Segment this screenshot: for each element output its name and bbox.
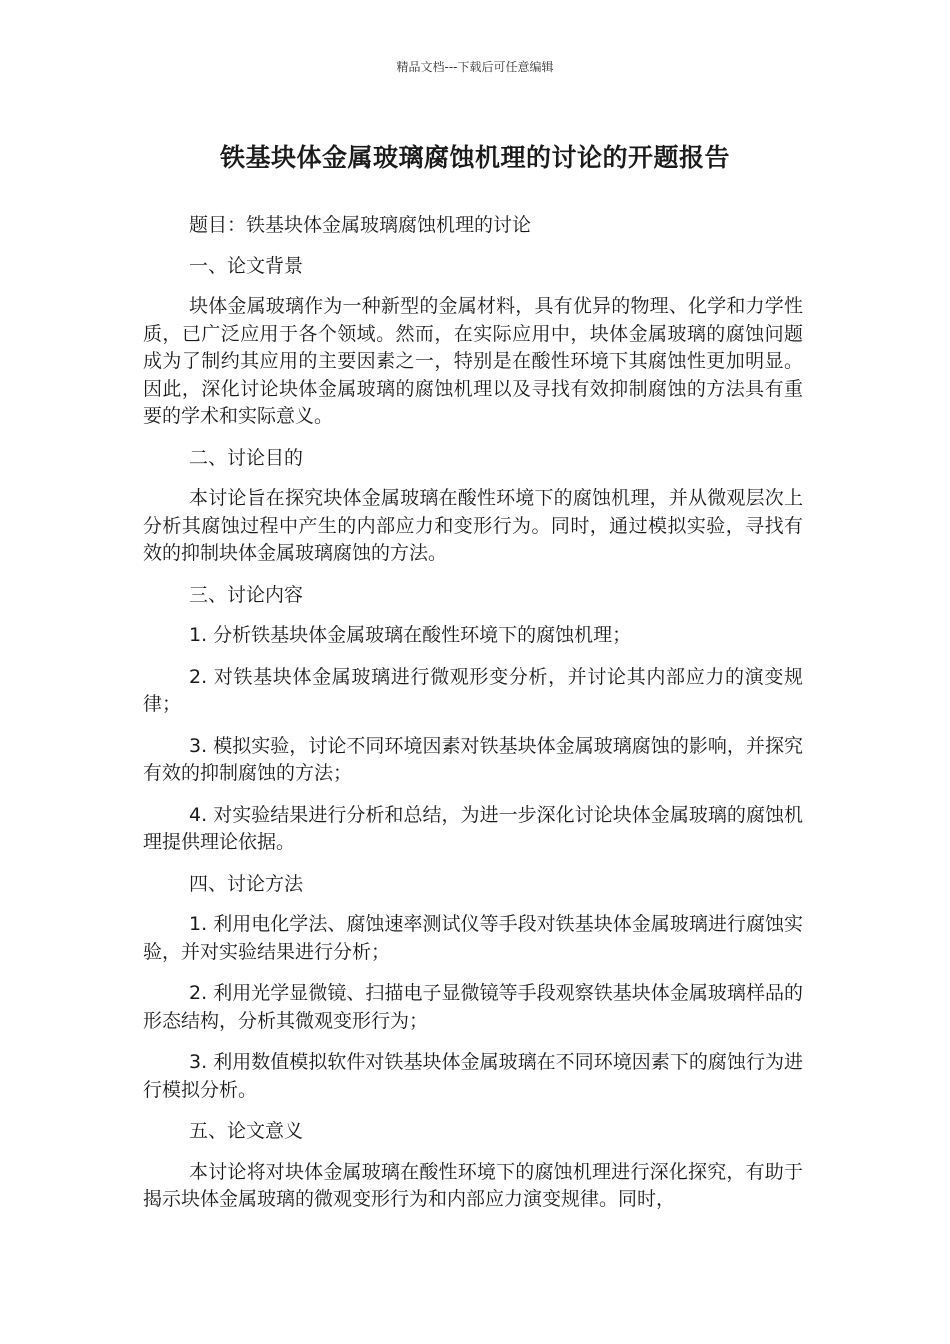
section-heading-background: 一、论文背景 <box>189 254 304 277</box>
section-text-background: 块体金属玻璃作为一种新型的金属材料，具有优异的物理、化学和力学性质，已广泛应用于各个领域。然而，在实际应用中，块体金属玻璃的腐蚀问题成为了制约其应用的主要因素之一，特别是在酸性环境下其腐蚀性更加明显。因此，深化讨论块体金属玻璃的腐蚀机理以及寻找有效抑制腐蚀的方法具有重要的学术和实际意义。 <box>143 295 803 427</box>
section-text-significance: 本讨论将对块体金属玻璃在酸性环境下的腐蚀机理进行深化探究，有助于揭示块体金属玻璃的微观变形行为和内部应力演变规律。同时， <box>143 1160 803 1210</box>
document-title: 铁基块体金属玻璃腐蚀机理的讨论的开题报告 <box>219 143 730 172</box>
section-heading-significance: 五、论文意义 <box>189 1120 304 1142</box>
content-item-2: 2. 对铁基块体金属玻璃进行微观形变分析，并讨论其内部应力的演变规律； <box>143 665 803 715</box>
section-heading-methods: 四、讨论方法 <box>189 872 304 895</box>
section-heading-purpose: 二、讨论目的 <box>189 446 304 469</box>
section-heading-content: 三、讨论内容 <box>189 583 304 606</box>
method-item-2: 2. 利用光学显微镜、扫描电子显微镜等手段观察铁基块体金属玻璃样品的形态结构，分析其微观变形行为； <box>143 982 803 1032</box>
content-item-1: 1. 分析铁基块体金属玻璃在酸性环境下的腐蚀机理； <box>189 624 632 646</box>
section-text-purpose: 本讨论旨在探究块体金属玻璃在酸性环境下的腐蚀机理，并从微观层次上分析其腐蚀过程中产生的内部应力和变形行为。同时，通过模拟实验，寻找有效的抑制块体金属玻璃腐蚀的方法。 <box>143 487 803 564</box>
content-item-3: 3. 模拟实验，讨论不同环境因素对铁基块体金属玻璃腐蚀的影响，并探究有效的抑制腐蚀的方法； <box>143 734 803 784</box>
subject-line: 题目：铁基块体金属玻璃腐蚀机理的讨论 <box>189 214 532 236</box>
document-body <box>143 212 803 1228</box>
method-item-3: 3. 利用数值模拟软件对铁基块体金属玻璃在不同环境因素下的腐蚀行为进行模拟分析。 <box>143 1051 803 1101</box>
header-note: 精品文档---下载后可任意编辑 <box>396 60 554 74</box>
content-item-4: 4. 对实验结果进行分析和总结，为进一步深化讨论块体金属玻璃的腐蚀机理提供理论依据。 <box>143 803 803 853</box>
method-item-1: 1. 利用电化学法、腐蚀速率测试仪等手段对铁基块体金属玻璃进行腐蚀实验，并对实验结果进行分析； <box>143 913 803 963</box>
